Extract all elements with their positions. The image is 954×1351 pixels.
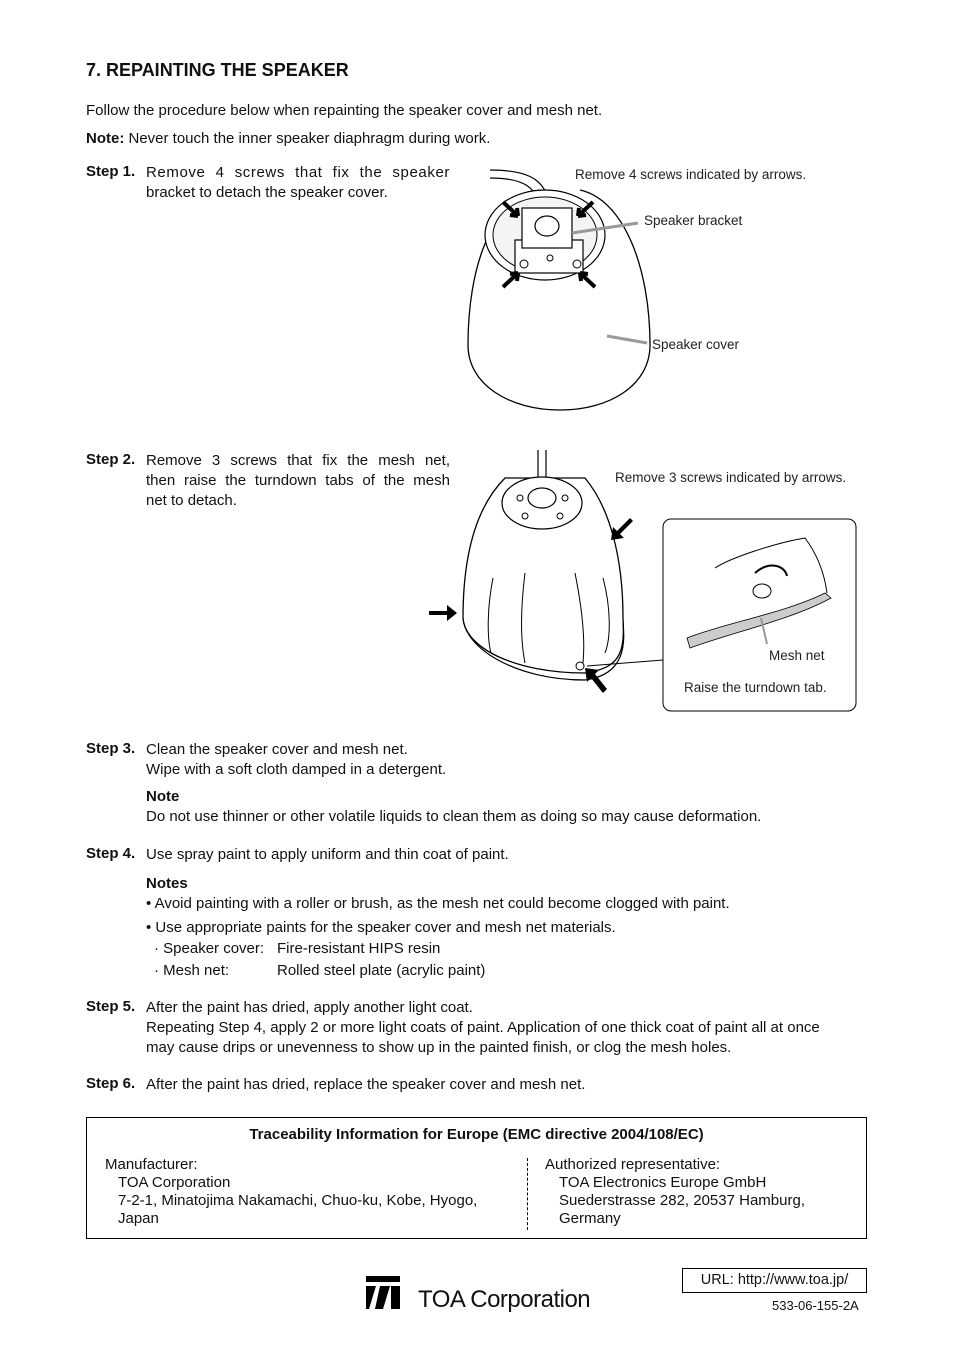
step2-line3: net to detach. xyxy=(146,492,237,509)
hub-bolt-4 xyxy=(557,513,563,519)
rep-line3: Germany xyxy=(559,1210,621,1227)
step1-line1: Remove 4 screws that fix the speaker xyxy=(146,164,450,181)
figure-mesh-net xyxy=(425,448,865,713)
step5-line3: may cause drips or unevenness to show up in the painted finish, or clog the mesh holes. xyxy=(146,1039,732,1056)
step4-bullet2: • Use appropriate paints for the speaker cover and mesh net materials. xyxy=(146,919,616,936)
manufacturer-line3: Japan xyxy=(118,1210,159,1227)
rep-line1: TOA Electronics Europe GmbH xyxy=(559,1174,767,1191)
screw-center xyxy=(547,255,553,261)
step4-text: Use spray paint to apply uniform and thin coat of paint. xyxy=(146,846,509,863)
step4-bullet1: • Avoid painting with a roller or brush, as the mesh net could become clogged with paint. xyxy=(146,895,730,912)
step1-label: Step 1. xyxy=(86,163,136,180)
document-number: 533-06-155-2A xyxy=(772,1298,859,1313)
note-label: Note: xyxy=(86,130,125,147)
hub-bolt-3 xyxy=(522,513,528,519)
step2-line1: Remove 3 screws that fix the mesh net, xyxy=(146,452,450,469)
company-name: TOA Corporation xyxy=(418,1286,591,1313)
step4-label: Step 4. xyxy=(86,845,136,862)
fig2-caption: Remove 3 screws indicated by arrows. xyxy=(615,470,847,485)
step5-text xyxy=(146,998,820,1058)
step2-label: Step 2. xyxy=(86,451,136,468)
hub-bolt-2 xyxy=(562,495,568,501)
step5-line2: Repeating Step 4, apply 2 or more light coats of paint. Application of one thick coat of paint all at once xyxy=(146,1019,820,1036)
step3-line1: Clean the speaker cover and mesh net. xyxy=(146,741,408,758)
rep-line2: Suederstrasse 282, 20537 Hamburg, xyxy=(559,1192,805,1209)
traceability-box xyxy=(86,1117,867,1239)
step5-line1: After the paint has dried, apply another light coat. xyxy=(146,999,473,1016)
manufacturer-label: Manufacturer: xyxy=(105,1156,198,1173)
rep-label: Authorized representative: xyxy=(545,1156,721,1173)
step2-text xyxy=(146,451,450,511)
fig1-caption: Remove 4 screws indicated by arrows. xyxy=(575,167,807,182)
step3-note-text: Do not use thinner or other volatile liquids to clean them as doing so may cause deformation. xyxy=(146,808,762,825)
step5-label: Step 5. xyxy=(86,998,136,1015)
manufacturer-line2: 7-2-1, Minatojima Nakamachi, Chuo-ku, Kobe, Hyogo, xyxy=(118,1192,478,1209)
step1-line2: bracket to detach the speaker cover. xyxy=(146,184,388,201)
hub-bolt-1 xyxy=(517,495,523,501)
inset-tab xyxy=(753,584,771,598)
fig2-label-mesh: Mesh net xyxy=(769,648,825,663)
traceability-title: Traceability Information for Europe (EMC directive 2004/108/EC) xyxy=(249,1126,704,1143)
step3-note-heading: Note xyxy=(146,788,180,805)
intro-text: Follow the procedure below when repainting the speaker cover and mesh net. xyxy=(86,102,603,119)
manufacturer-block xyxy=(105,1156,477,1228)
section-title: 7. REPAINTING THE SPEAKER xyxy=(86,60,349,80)
toa-logo-icon xyxy=(366,1276,400,1310)
representative-block xyxy=(545,1156,805,1228)
sub1-value: Fire-resistant HIPS resin xyxy=(277,940,441,957)
sub2-value: Rolled steel plate (acrylic paint) xyxy=(277,962,486,979)
traceability-divider xyxy=(527,1158,528,1230)
note-line xyxy=(86,129,490,149)
fig2-label-tab: Raise the turndown tab. xyxy=(684,680,827,695)
sub2-label: · Mesh net: xyxy=(154,962,230,979)
fig1-label-bracket: Speaker bracket xyxy=(644,213,743,228)
arrow-bottom-tab xyxy=(585,668,607,693)
screw-2 xyxy=(573,260,581,268)
note-text: Never touch the inner speaker diaphragm during work. xyxy=(124,130,491,147)
arrow-left-side xyxy=(429,605,457,621)
manufacturer-line1: TOA Corporation xyxy=(118,1174,231,1191)
screw-1 xyxy=(520,260,528,268)
step3-label: Step 3. xyxy=(86,740,136,757)
step4-notes-heading: Notes xyxy=(146,875,188,892)
bracket-hole xyxy=(535,216,559,236)
figure-speaker-cover xyxy=(460,160,860,415)
hub-center xyxy=(528,488,556,508)
step3-line2: Wipe with a soft cloth damped in a detergent. xyxy=(146,761,447,778)
url-box: URL: http://www.toa.jp/ xyxy=(682,1268,867,1293)
step4-sub1 xyxy=(146,939,730,961)
fig1-label-cover: Speaker cover xyxy=(652,337,740,352)
step6-label: Step 6. xyxy=(86,1075,136,1092)
step2-line2: then raise the turndown tabs of the mesh xyxy=(146,472,450,489)
arrow-upper-right xyxy=(611,518,633,540)
step6-text: After the paint has dried, replace the speaker cover and mesh net. xyxy=(146,1076,586,1093)
step3-note xyxy=(146,787,761,827)
step4-notes xyxy=(146,874,730,983)
step4-sub2 xyxy=(146,961,730,983)
step3-text xyxy=(146,740,446,780)
sub1-label: · Speaker cover: xyxy=(154,940,265,957)
tab-screw xyxy=(576,662,584,670)
step1-text xyxy=(146,163,450,203)
